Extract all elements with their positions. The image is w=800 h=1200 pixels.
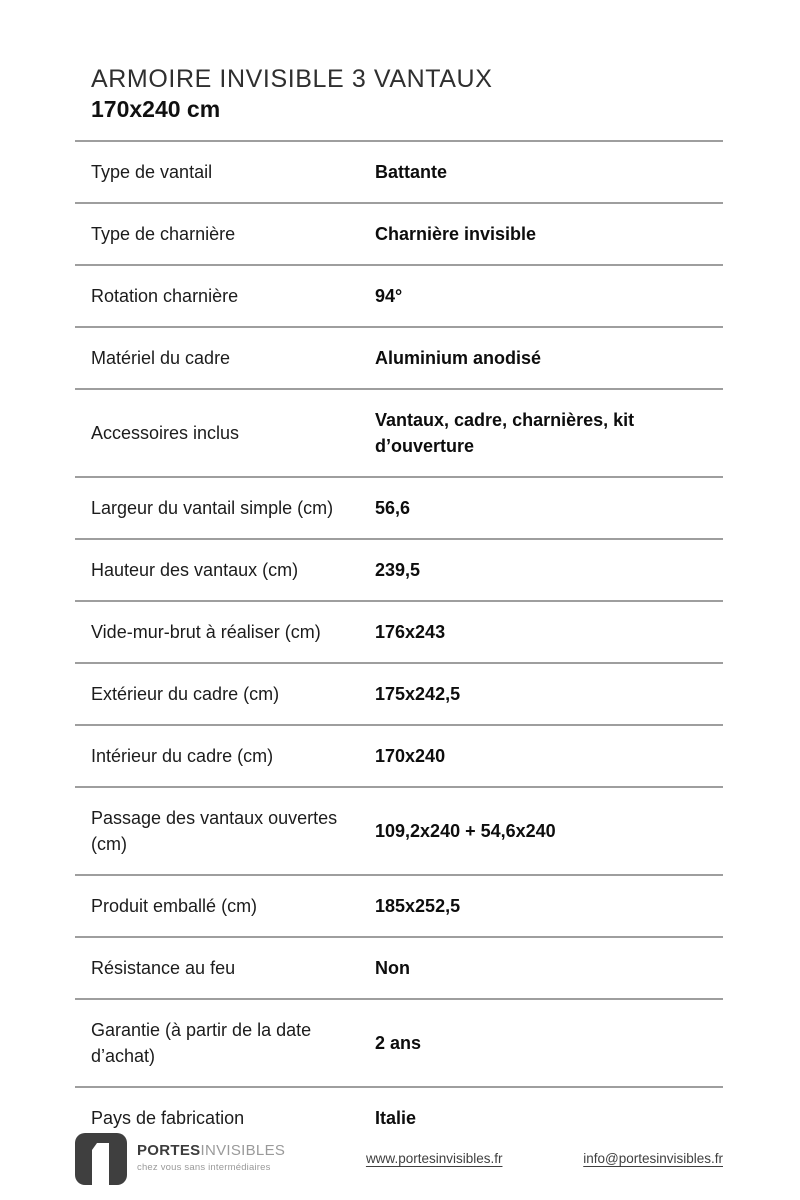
spec-label: Largeur du vantail simple (cm) [91, 498, 334, 518]
footer [75, 1128, 723, 1190]
table-row [75, 326, 723, 388]
product-size: 170x240 cm [91, 96, 221, 122]
spec-table [75, 140, 723, 1148]
spec-label: Résistance au feu [91, 958, 236, 978]
spec-value: 94° [375, 286, 403, 306]
page-title: ARMOIRE INVISIBLE 3 VANTAUX [91, 65, 493, 93]
brand-name-bold: PORTES [137, 1142, 201, 1159]
spec-value: Vantaux, cadre, charnières, kit d’ouverture [375, 410, 635, 456]
table-row [75, 476, 723, 538]
spec-label: Pays de fabrication [91, 1108, 245, 1128]
spec-label: Accessoires inclus [91, 423, 240, 443]
email-link[interactable]: info@portesinvisibles.fr [583, 1151, 723, 1166]
spec-value: 170x240 [375, 746, 446, 766]
spec-value: Aluminium anodisé [375, 348, 542, 368]
website-link[interactable]: www.portesinvisibles.fr [365, 1151, 503, 1166]
brand-text [137, 1142, 285, 1176]
spec-value: Italie [375, 1108, 417, 1128]
table-row [75, 388, 723, 476]
spec-value: Non [375, 958, 410, 978]
table-row [75, 538, 723, 600]
spec-value: 176x243 [375, 622, 446, 642]
table-row [75, 140, 723, 202]
spec-label: Type de charnière [91, 224, 236, 244]
door-logo-icon [75, 1133, 127, 1185]
table-row [75, 936, 723, 998]
spec-label: Extérieur du cadre (cm) [91, 684, 280, 704]
spec-label: Intérieur du cadre (cm) [91, 746, 274, 766]
spec-label: Rotation charnière [91, 286, 239, 306]
spec-value: 239,5 [375, 560, 421, 580]
spec-label: Produit emballé (cm) [91, 896, 258, 916]
spec-value: 2 ans [375, 1033, 422, 1053]
spec-sheet [75, 64, 723, 1148]
table-row [75, 264, 723, 326]
spec-value: Battante [375, 162, 448, 182]
spec-value: 109,2x240 + 54,6x240 [375, 821, 556, 841]
brand-block [75, 1133, 285, 1185]
spec-label: Hauteur des vantaux (cm) [91, 560, 299, 580]
table-row [75, 724, 723, 786]
brand-tagline: chez vous sans intermédiaires [137, 1162, 271, 1173]
spec-label: Vide-mur-brut à réaliser (cm) [91, 622, 321, 642]
spec-value: 56,6 [375, 498, 411, 518]
spec-value: 175x242,5 [375, 684, 461, 704]
spec-label: Matériel du cadre [91, 348, 231, 368]
table-row [75, 202, 723, 264]
spec-value: 185x252,5 [375, 896, 461, 916]
table-row [75, 874, 723, 936]
brand-name [137, 1142, 285, 1159]
spec-value: Charnière invisible [375, 224, 537, 244]
spec-label: Type de vantail [91, 162, 213, 182]
table-row [75, 600, 723, 662]
table-row [75, 662, 723, 724]
spec-label: Passage des vantaux ouvertes (cm) [91, 808, 338, 854]
footer-right [583, 1150, 723, 1168]
table-row [75, 998, 723, 1086]
spec-label: Garantie (à partir de la date d’achat) [91, 1020, 312, 1066]
footer-center [285, 1150, 583, 1168]
brand-name-light: INVISIBLES [200, 1142, 286, 1159]
table-row [75, 786, 723, 874]
